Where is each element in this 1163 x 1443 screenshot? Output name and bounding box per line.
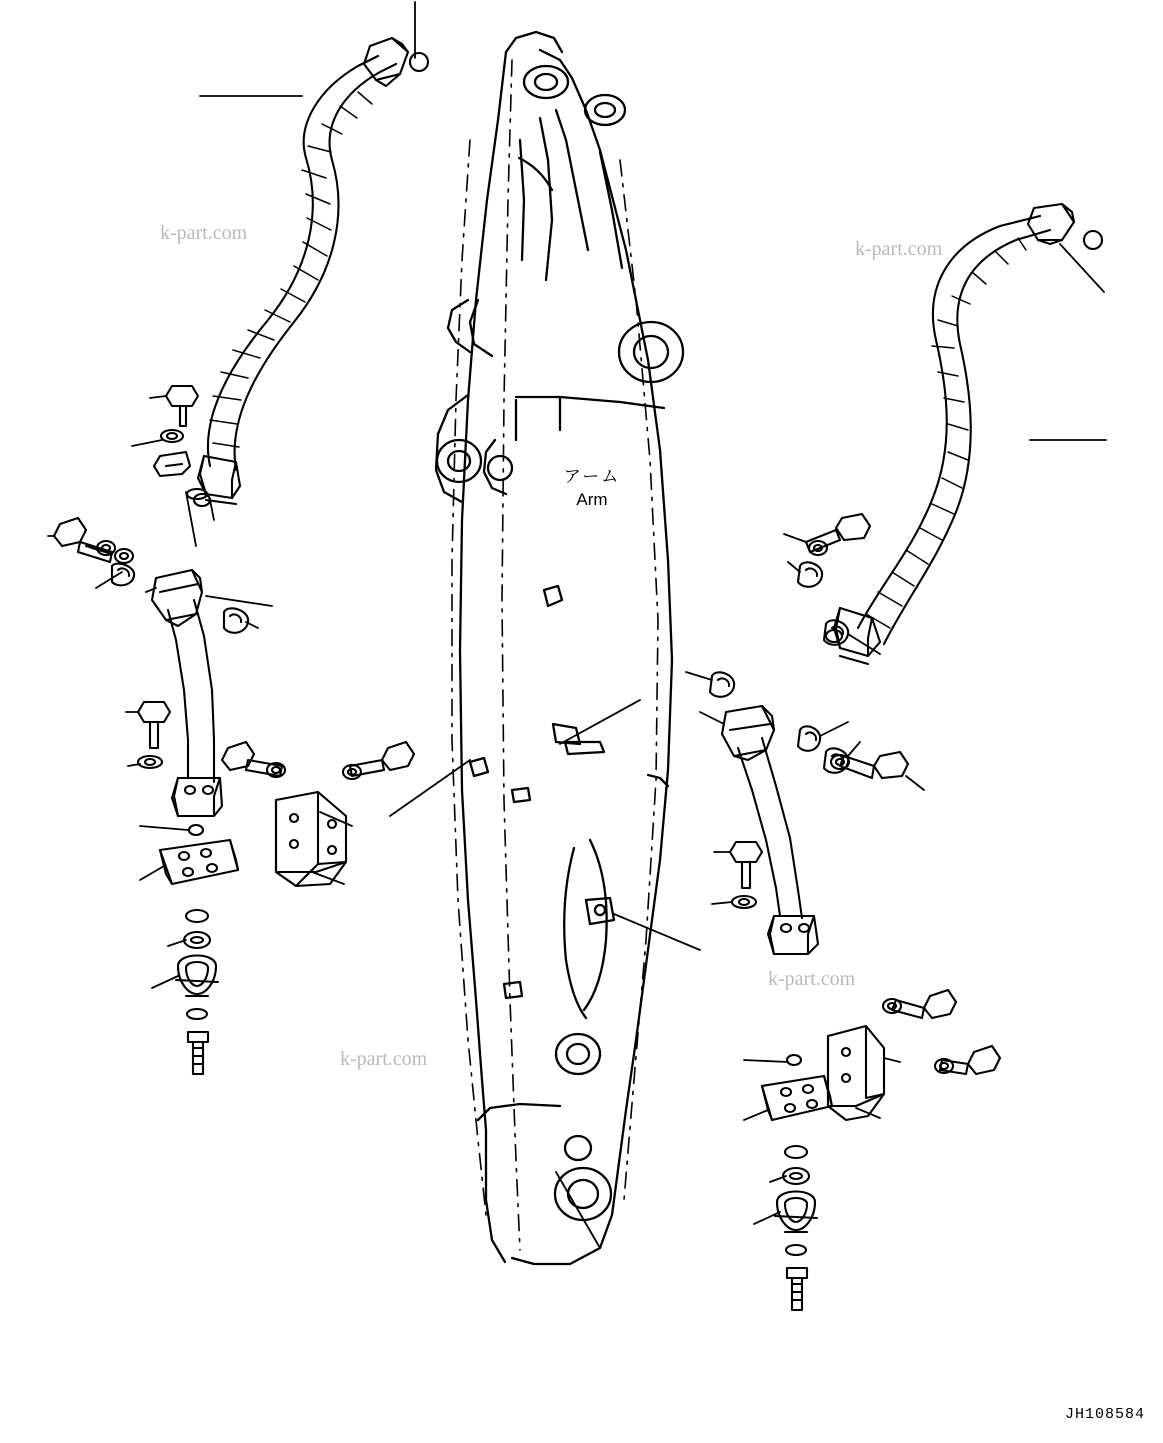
watermark: k-part.com [160, 222, 248, 244]
fasteners-left-lower [138, 702, 414, 779]
hose-upper-left [194, 38, 428, 506]
fasteners-right-mid [710, 672, 908, 778]
bracket-right [762, 1026, 884, 1120]
hose-upper-right [826, 204, 1102, 664]
arm-structure [436, 32, 683, 1264]
clamp-left [176, 910, 218, 1074]
drawing-number: JH108584 [1064, 1406, 1145, 1423]
watermark: k-part.com [768, 968, 856, 990]
arm-label-english: Arm [576, 489, 608, 509]
bracket-left [160, 792, 346, 886]
fasteners-left-bolts [54, 518, 248, 633]
arm-component-label [528, 466, 656, 512]
watermark: k-part.com [340, 1048, 428, 1070]
watermark: k-part.com [855, 238, 943, 260]
clamp-right [775, 1146, 817, 1310]
tube-mid-left [152, 570, 222, 816]
arm-label-japanese: アーム [563, 467, 621, 486]
tube-mid-right [722, 706, 818, 954]
